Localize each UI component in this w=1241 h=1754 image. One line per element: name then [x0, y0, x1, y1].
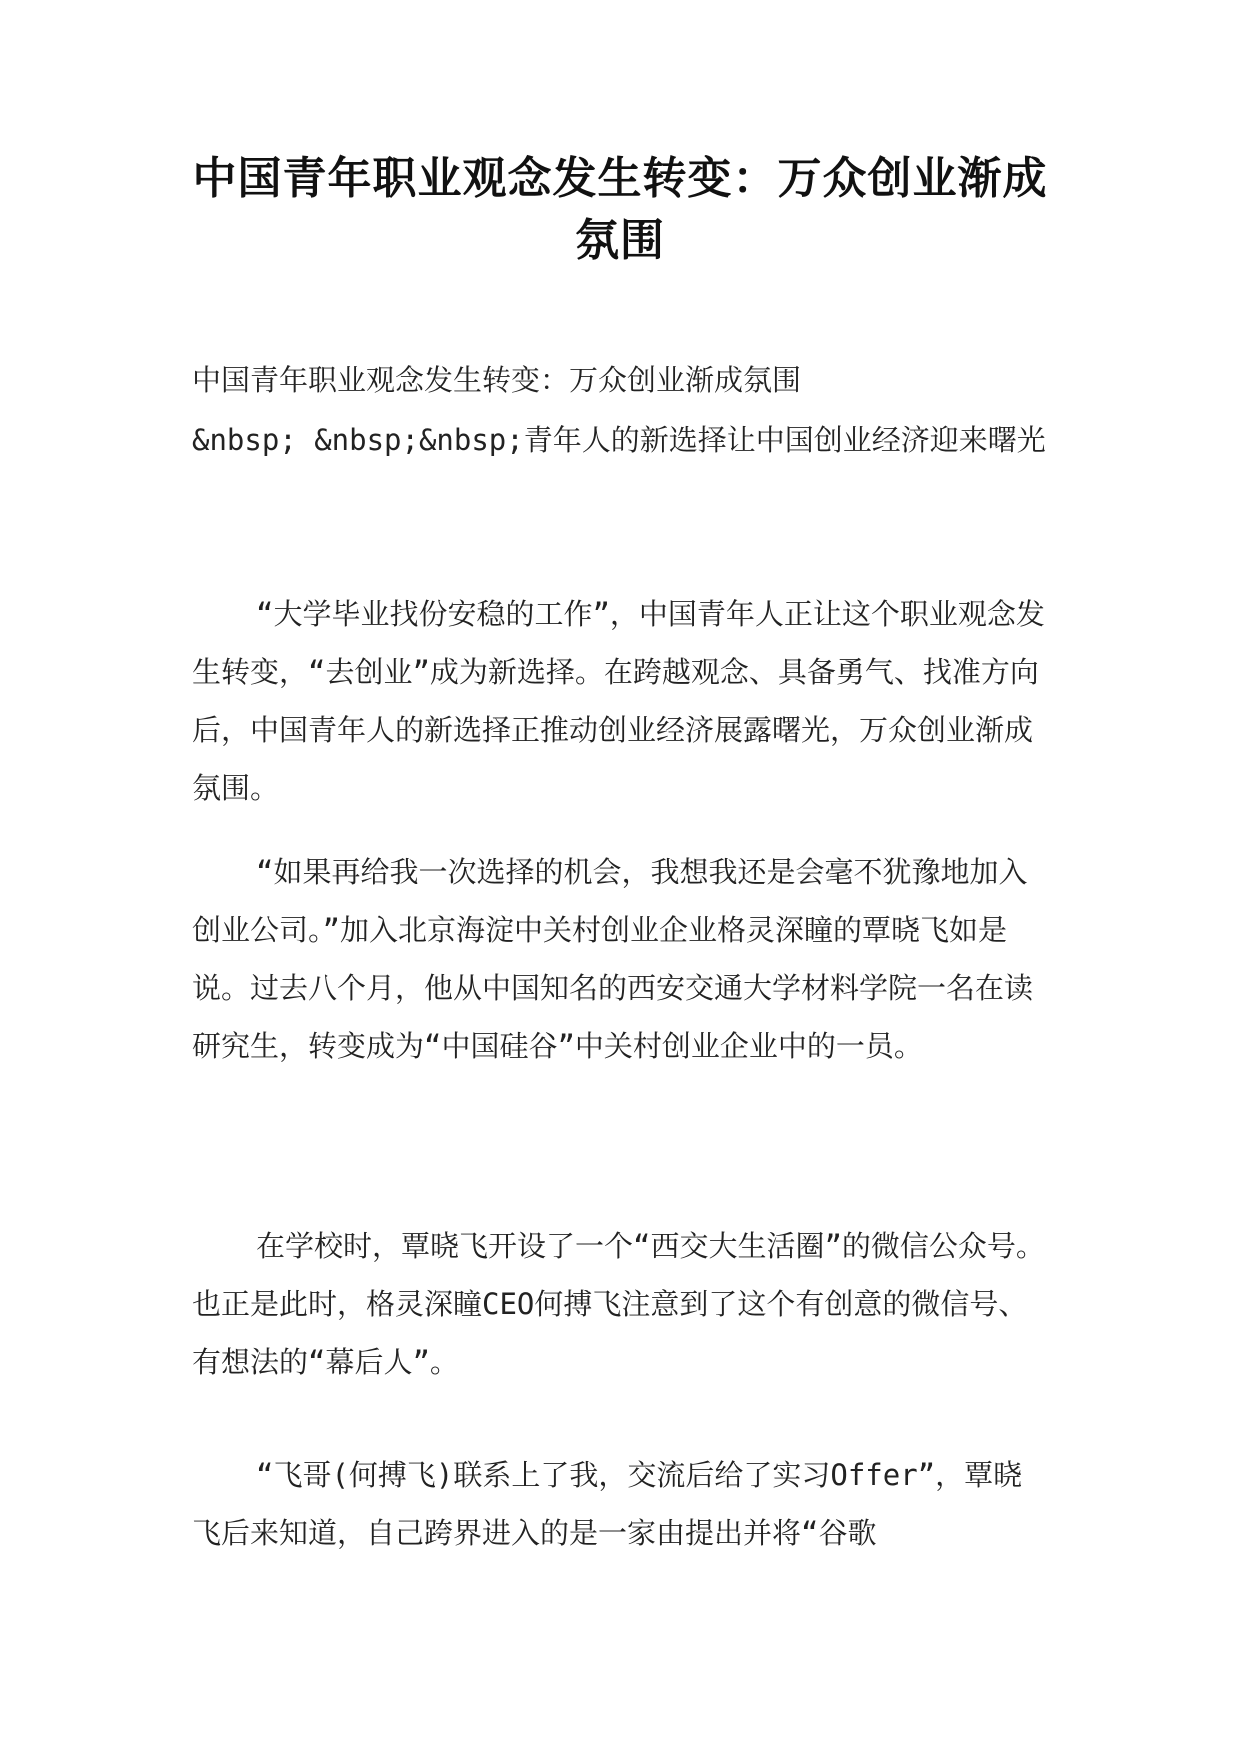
body-paragraph: “大学毕业找份安稳的工作”，中国青年人正让这个职业观念发生转变，“去创业”成为新选择。在跨越观念、具备勇气、找准方向后，中国青年人的新选择正推动创业经济展露曙光，万众创业渐成氛围。: [192, 597, 1045, 805]
body-paragraph: “如果再给我一次选择的机会，我想我还是会毫不犹豫地加入创业公司。”加入北京海淀中关村创业企业格灵深瞳的覃晓飞如是说。过去八个月，他从中国知名的西安交通大学材料学院一名在读研究生，转变成为“中国硅谷”中关村创业企业中的一员。: [192, 855, 1034, 1063]
body-paragraph: “飞哥(何搏飞)联系上了我，交流后给了实习Offer”，覃晓飞后来知道，自己跨界进入的是一家由提出并将“谷歌: [192, 1458, 1023, 1550]
intro-line: &nbsp; &nbsp;&nbsp;青年人的新选择让中国创业经济迎来曙光: [192, 423, 1046, 457]
document-subtitle: 中国青年职业观念发生转变：万众创业渐成氛围: [192, 363, 802, 397]
body-paragraph: 在学校时，覃晓飞开设了一个“西交大生活圈”的微信公众号。也正是此时，格灵深瞳CEO何搏飞注意到了这个有创意的微信号、有想法的“幕后人”。: [192, 1229, 1045, 1379]
document-title: 中国青年职业观念发生转变：万众创业渐成氛围: [192, 153, 1048, 266]
